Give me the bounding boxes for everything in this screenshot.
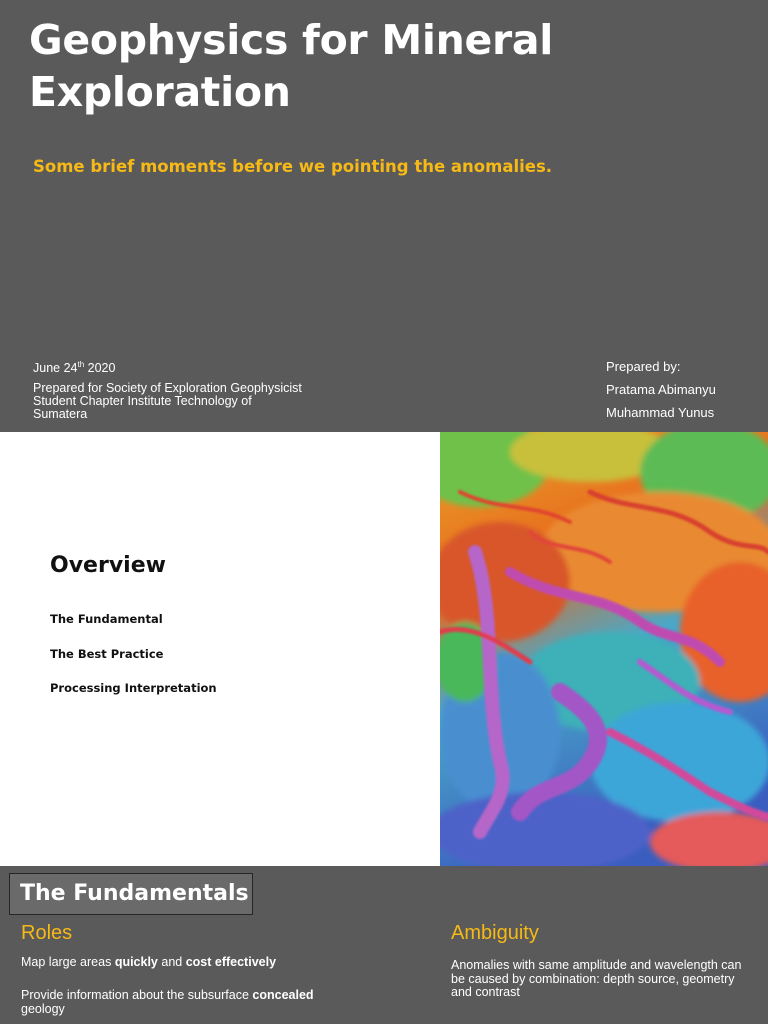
overview-item: The Fundamental <box>50 612 163 626</box>
roles-line-1 <box>21 955 276 969</box>
date-day: June 24 <box>33 361 78 376</box>
roles-emphasis: concealed <box>252 988 314 1002</box>
ambiguity-heading: Ambiguity <box>451 922 539 944</box>
author-name: Pratama Abimanyu <box>606 382 716 397</box>
presentation-date <box>33 360 115 375</box>
roles-text: geology <box>21 1002 65 1016</box>
roles-emphasis: cost effectively <box>185 955 277 969</box>
presentation-subtitle: Some brief moments before we pointing the anomalies. <box>33 157 553 176</box>
title-slide <box>0 0 768 432</box>
roles-heading: Roles <box>21 922 73 944</box>
ambiguity-text: Anomalies with same amplitude and wavelength can be caused by combination: depth source, geometry and contrast <box>451 958 742 999</box>
roles-line-2 <box>21 988 351 1016</box>
overview-item: The Best Practice <box>50 647 164 661</box>
presentation-title: Geophysics for Mineral Exploration <box>29 16 554 116</box>
overview-item: Processing Interpretation <box>50 681 217 695</box>
fundamentals-heading: The Fundamentals <box>9 873 253 915</box>
roles-text: Provide information about the subsurface <box>21 988 253 1002</box>
prepared-by-label: Prepared by: <box>606 359 681 374</box>
roles-text: and <box>157 955 186 969</box>
author-name: Muhammad Yunus <box>606 405 715 420</box>
date-year: 2020 <box>84 361 116 376</box>
fundamentals-slide <box>0 866 768 1024</box>
overview-heading: Overview <box>50 553 166 578</box>
prepared-for-text: Prepared for Society of Exploration Geophysicist Student Chapter Institute Technology of Sumatera <box>33 381 302 421</box>
date-ordinal: th <box>77 360 85 369</box>
roles-emphasis: quickly <box>114 955 158 969</box>
prepared-by-block <box>606 357 716 426</box>
magnetic-anomaly-map-image <box>440 432 768 866</box>
overview-slide <box>0 432 768 866</box>
roles-text: Map large areas <box>21 955 115 969</box>
